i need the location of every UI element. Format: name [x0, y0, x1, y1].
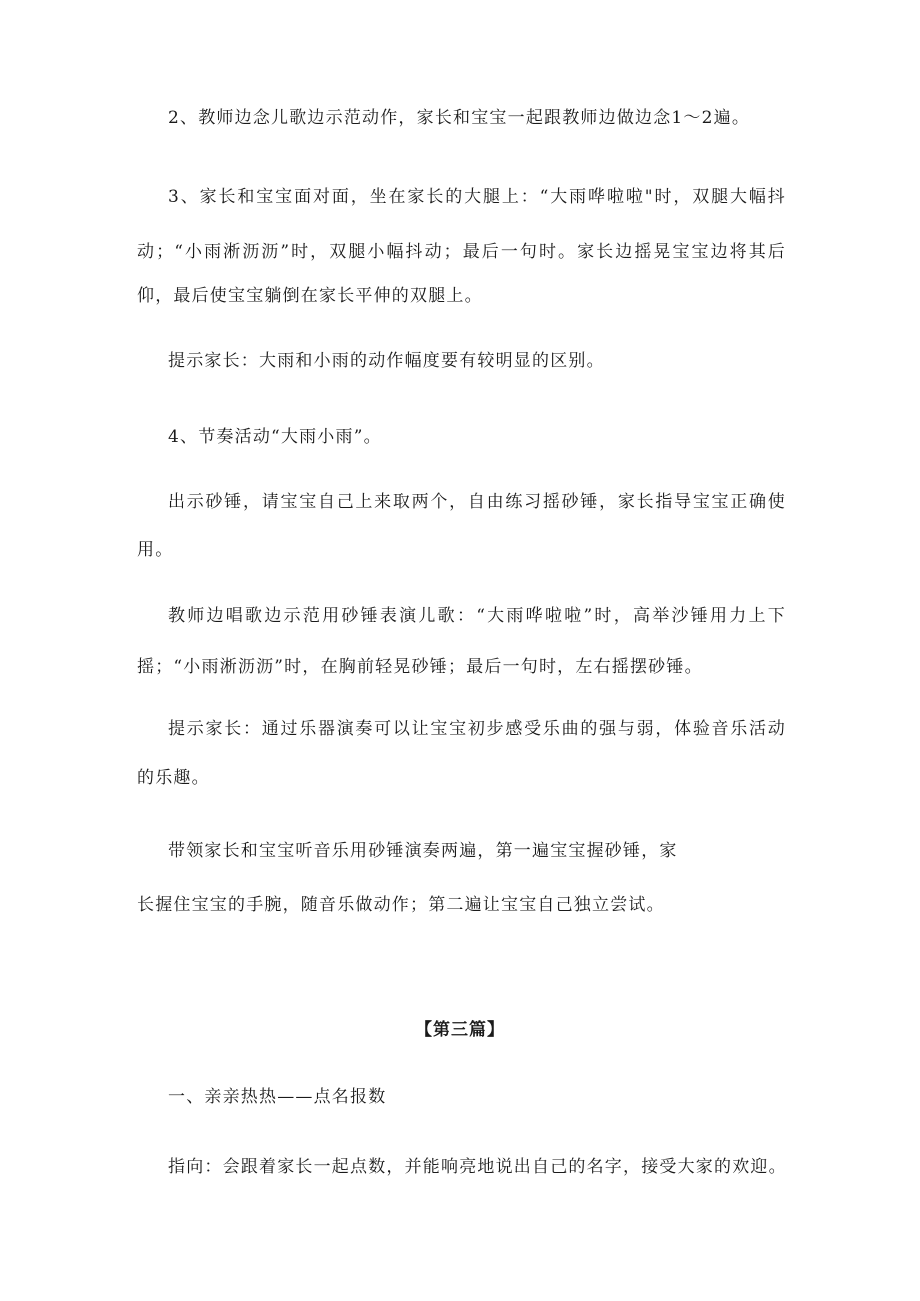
paragraph-teacher-song-line-1: 教师边唱歌边示范用砂锤表演儿歌：“大雨哗啦啦”时，高举沙锤用力上下 [168, 606, 786, 626]
section-heading: 【第三篇】 [415, 1020, 505, 1040]
section-item-2: 指向：会跟着家长一起点数，并能响亮地说出自己的名字，接受大家的欢迎。 [168, 1157, 787, 1177]
parent-tip-1: 提示家长：大雨和小雨的动作幅度要有较明显的区别。 [168, 351, 605, 371]
paragraph-lead-line-1: 带领家长和宝宝听音乐用砂锤演奏两遍，第一遍宝宝握砂锤，家 [168, 841, 678, 861]
paragraph-step-2: 2、教师边念儿歌边示范动作，家长和宝宝一起跟教师边做边念1～2遍。 [168, 108, 751, 128]
paragraph-step-3-line-3: 仰，最后使宝宝躺倒在家长平伸的双腿上。 [137, 286, 483, 306]
paragraph-teacher-song-line-2: 摇；“小雨淅沥沥”时，在胸前轻晃砂锤；最后一句时，左右摇摆砂锤。 [137, 657, 703, 677]
paragraph-step-3-line-2: 动；“小雨淅沥沥”时，双腿小幅抖动；最后一句时。家长边摇晃宝宝边将其后 [137, 242, 786, 262]
section-item-1: 一、亲亲热热——点名报数 [168, 1087, 387, 1107]
paragraph-step-3-line-1: 3、家长和宝宝面对面，坐在家长的大腿上：“大雨哗啦啦"时，双腿大幅抖 [168, 187, 786, 207]
parent-tip-2-line-1: 提示家长：通过乐器演奏可以让宝宝初步感受乐曲的强与弱，体验音乐活动 [168, 719, 786, 739]
parent-tip-2-line-2: 的乐趣。 [137, 768, 210, 788]
paragraph-shaker-line-2: 用。 [137, 540, 174, 560]
paragraph-shaker-line-1: 出示砂锤，请宝宝自己上来取两个，自由练习摇砂锤，家长指导宝宝正确使 [168, 492, 786, 512]
paragraph-lead-line-2: 长握住宝宝的手腕，随音乐做动作；第二遍让宝宝自己独立尝试。 [137, 895, 665, 915]
paragraph-step-4: 4、节奏活动“大雨小雨”。 [168, 427, 382, 447]
